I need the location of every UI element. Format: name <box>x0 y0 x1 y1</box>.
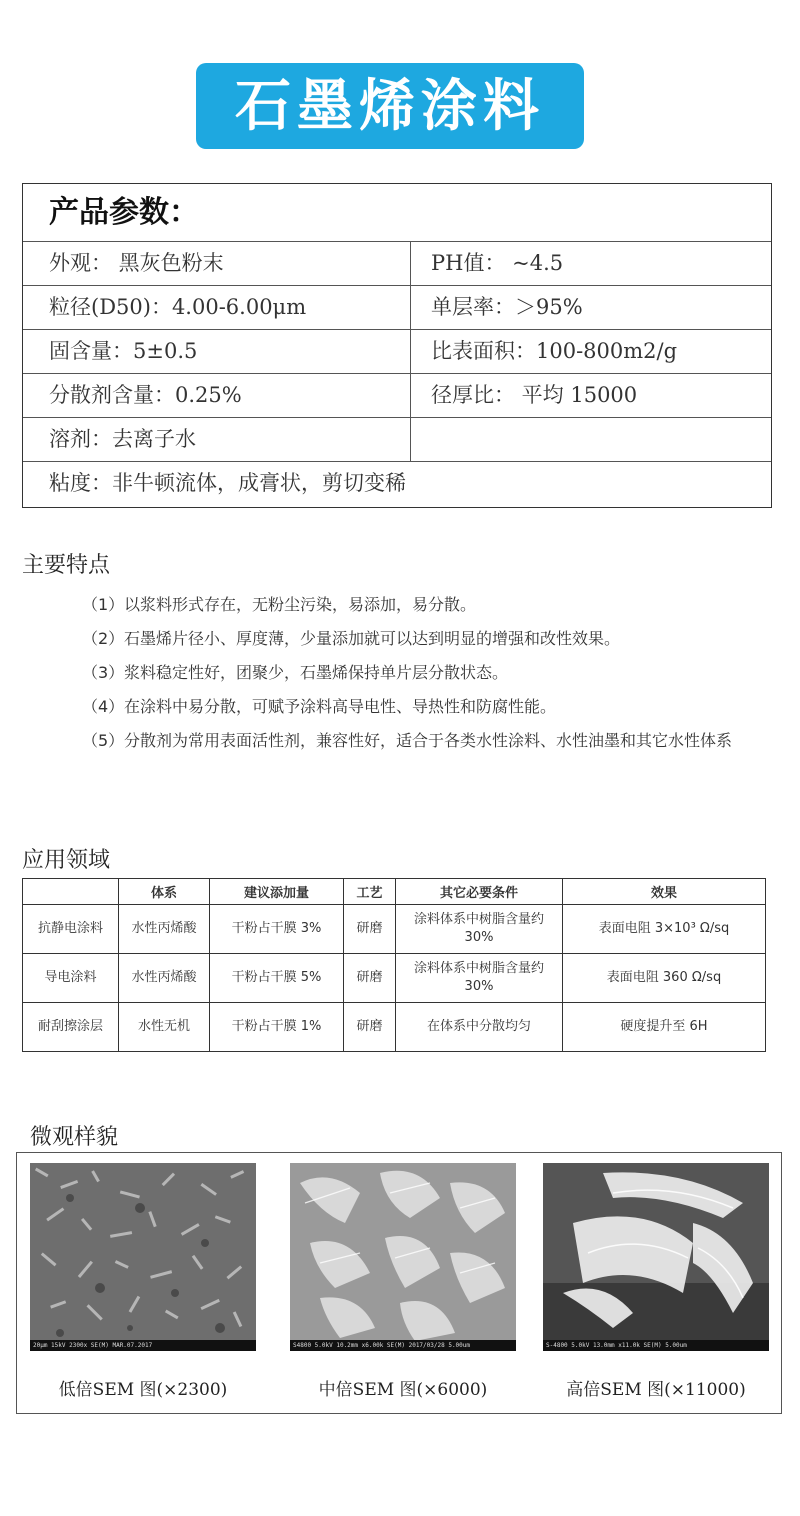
item-number: （1） <box>82 595 125 614</box>
sem-texture-high <box>543 1163 769 1351</box>
table-cell: 干粉占干膜 5% <box>210 954 344 1003</box>
item-number: （2） <box>82 629 125 648</box>
applications-table <box>22 878 766 1052</box>
table-cell: 硬度提升至 6H <box>563 1003 766 1052</box>
sem-info-bar: S-4800 5.0kV 13.0mm x11.0k SE(M) 5.00um <box>543 1340 769 1351</box>
sem-texture-low <box>30 1163 256 1351</box>
table-cell: 表面电阻 360 Ω/sq <box>563 954 766 1003</box>
item-number: （5） <box>82 731 125 750</box>
param-row <box>23 462 771 507</box>
column-header: 效果 <box>563 879 766 905</box>
column-header <box>23 879 119 905</box>
applications-title: 应用领域 <box>22 848 111 873</box>
param-surface-area: 比表面积：100-800m2/g <box>431 339 678 363</box>
column-header: 工艺 <box>344 879 396 905</box>
sem-caption-low: 低倍SEM 图(×2300) <box>58 1380 228 1400</box>
features-list <box>82 588 772 758</box>
table-cell: 水性丙烯酸 <box>119 954 210 1003</box>
table-header-row <box>23 879 766 905</box>
param-row <box>23 330 771 374</box>
list-item <box>82 656 772 690</box>
param-row <box>23 418 771 462</box>
param-aspect-ratio: 径厚比： 平均 15000 <box>431 383 638 407</box>
features-title: 主要特点 <box>22 553 111 578</box>
parameters-heading: 产品参数： <box>23 184 771 242</box>
list-item <box>82 622 772 656</box>
page-title-banner: 石墨烯涂料 <box>196 63 584 149</box>
item-number: （3） <box>82 663 125 682</box>
param-appearance: 外观： 黑灰色粉末 <box>23 242 411 285</box>
sem-caption-mid: 中倍SEM 图(×6000) <box>318 1380 488 1400</box>
table-row <box>23 1003 766 1052</box>
sem-image-low <box>30 1163 256 1351</box>
table-cell: 涂料体系中树脂含量约 30% <box>396 905 563 954</box>
table-cell: 水性无机 <box>119 1003 210 1052</box>
list-item <box>82 690 772 724</box>
item-text: 分散剂为常用表面活性剂，兼容性好，适合于各类水性涂料、水性油墨和其它水性体系 <box>124 731 733 750</box>
param-particle-size: 粒径(D50)：4.00-6.00μm <box>23 286 411 329</box>
table-cell: 干粉占干膜 1% <box>210 1003 344 1052</box>
table-cell: 导电涂料 <box>23 954 119 1003</box>
sem-info-bar: 20μm 15kV 2300x SE(M) MAR.07.2017 <box>30 1340 256 1351</box>
param-row <box>23 374 771 418</box>
param-solid-content: 固含量：5±0.5 <box>23 330 411 373</box>
table-cell: 在体系中分散均匀 <box>396 1003 563 1052</box>
param-solvent: 溶剂：去离子水 <box>23 418 411 461</box>
table-cell: 研磨 <box>344 1003 396 1052</box>
table-cell: 研磨 <box>344 954 396 1003</box>
sem-image-mid <box>290 1163 516 1351</box>
table-cell: 涂料体系中树脂含量约 30% <box>396 954 563 1003</box>
column-header: 其它必要条件 <box>396 879 563 905</box>
micro-title: 微观样貌 <box>30 1125 119 1150</box>
sem-texture-mid <box>290 1163 516 1351</box>
item-text: 以浆料形式存在，无粉尘污染，易添加，易分散。 <box>124 595 477 614</box>
param-row <box>23 286 771 330</box>
table-cell: 研磨 <box>344 905 396 954</box>
item-text: 浆料稳定性好，团聚少，石墨烯保持单片层分散状态。 <box>124 663 509 682</box>
sem-images-panel <box>16 1152 782 1414</box>
table-cell: 耐刮擦涂层 <box>23 1003 119 1052</box>
param-empty <box>411 418 771 461</box>
item-text: 石墨烯片径小、厚度薄，少量添加就可以达到明显的增强和改性效果。 <box>124 629 621 648</box>
param-ph: PH值： ~4.5 <box>431 251 564 275</box>
param-dispersant: 分散剂含量：0.25% <box>23 374 411 417</box>
column-header: 体系 <box>119 879 210 905</box>
list-item <box>82 724 772 758</box>
table-row <box>23 905 766 954</box>
table-cell: 水性丙烯酸 <box>119 905 210 954</box>
sem-info-bar: S4800 5.0kV 10.2mm x6.00k SE(M) 2017/03/28 5.00um <box>290 1340 516 1351</box>
table-cell: 干粉占干膜 3% <box>210 905 344 954</box>
item-text: 在涂料中易分散，可赋予涂料高导电性、导热性和防腐性能。 <box>124 697 557 716</box>
product-parameters-table <box>22 183 772 508</box>
param-viscosity: 粘度：非牛顿流体，成膏状，剪切变稀 <box>49 471 406 495</box>
table-row <box>23 954 766 1003</box>
list-item <box>82 588 772 622</box>
sem-caption-high: 高倍SEM 图(×11000) <box>566 1380 746 1400</box>
param-monolayer-rate: 单层率：＞95% <box>431 295 583 319</box>
table-cell: 抗静电涂料 <box>23 905 119 954</box>
param-row <box>23 242 771 286</box>
column-header: 建议添加量 <box>210 879 344 905</box>
item-number: （4） <box>82 697 125 716</box>
sem-image-high <box>543 1163 769 1351</box>
table-cell: 表面电阻 3×10³ Ω/sq <box>563 905 766 954</box>
